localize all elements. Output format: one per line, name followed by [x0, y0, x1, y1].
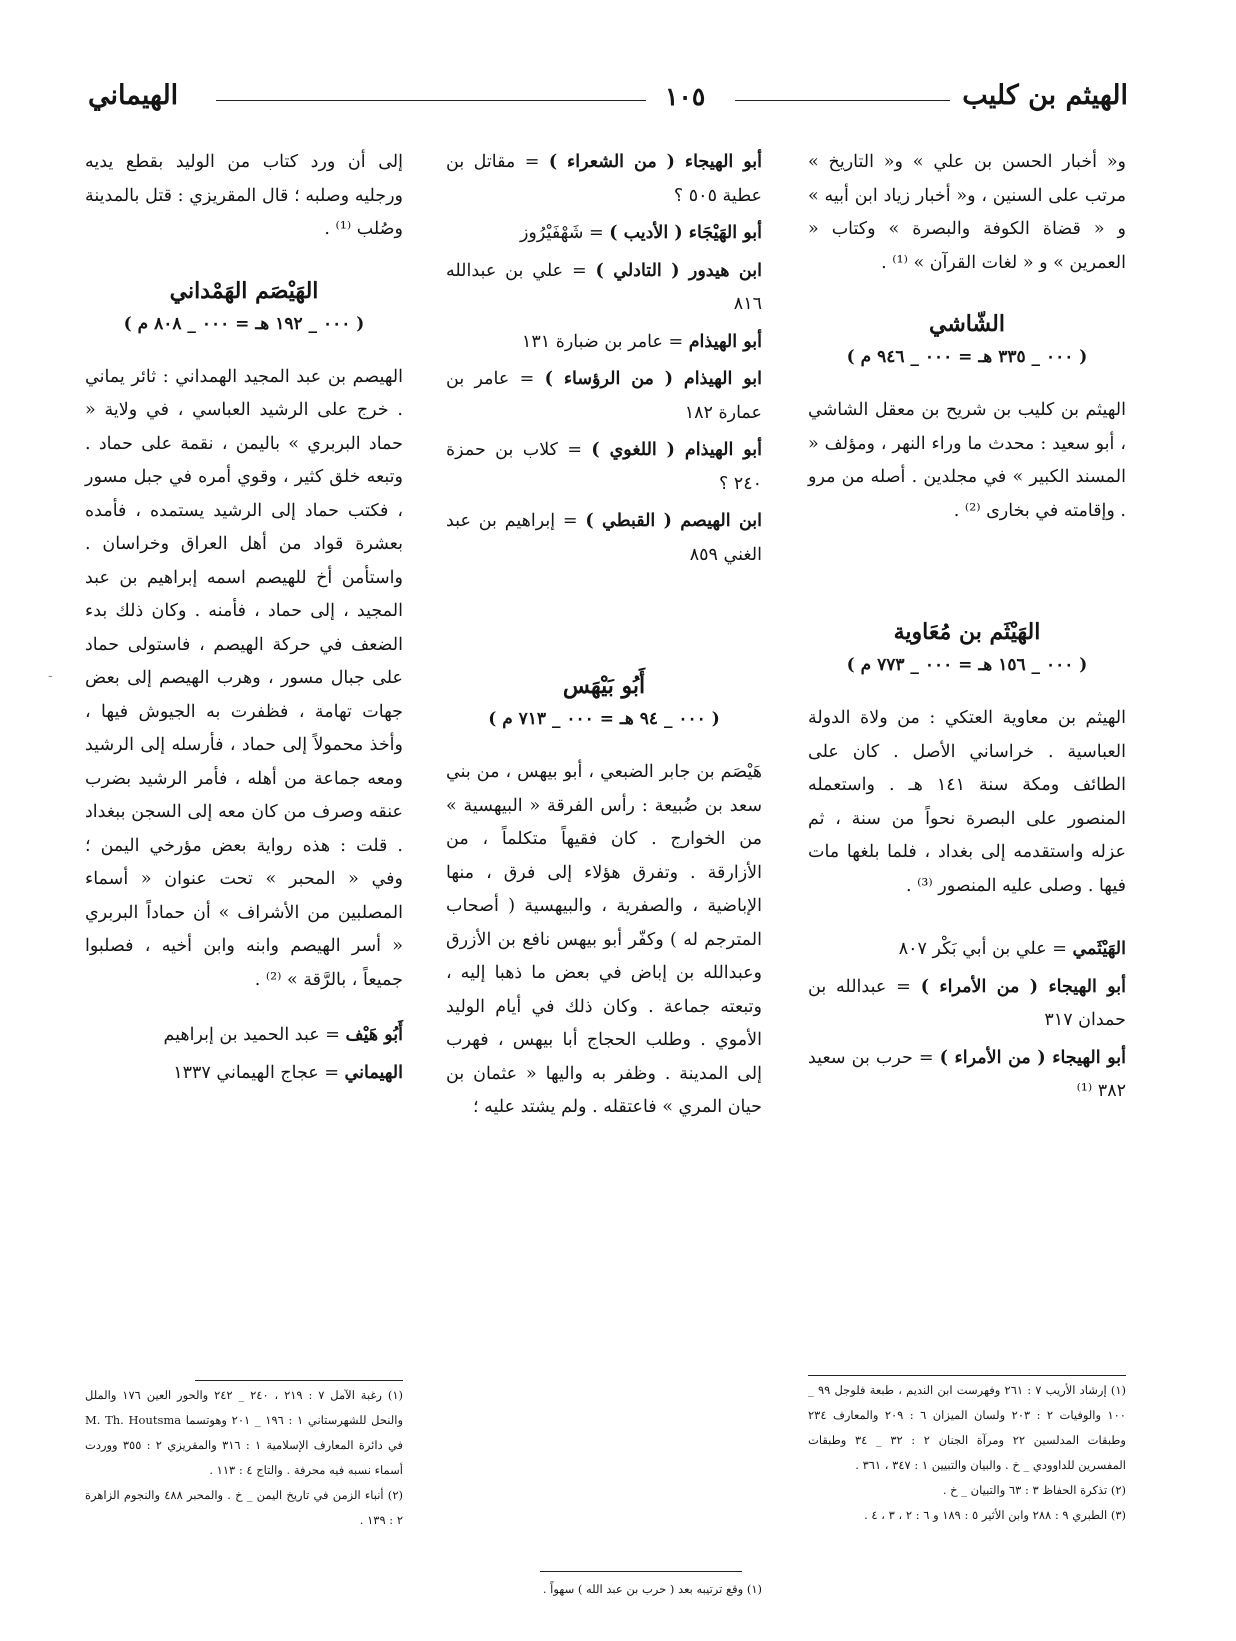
header-rule-right	[735, 100, 950, 101]
entry-title: أَبُو بَيْهَس	[562, 673, 646, 699]
header-rule-left	[216, 100, 646, 101]
footnote-rule-left	[195, 1380, 403, 1381]
cross-reference	[446, 217, 762, 251]
cross-reference	[85, 1057, 403, 1091]
cross-reference	[446, 255, 762, 322]
header-right-title: الهيثم بن كليب	[962, 80, 1128, 111]
xref-head: أبو الهيجاء ( من الشعراء )	[548, 152, 762, 172]
xref-target: = عامر بن ضبارة ١٣١	[521, 331, 689, 352]
margin-mark: -	[48, 668, 53, 684]
xref-head: أبو الهيجاء ( من الأمراء )	[920, 976, 1127, 997]
cross-reference	[446, 505, 762, 572]
cross-reference	[85, 1019, 403, 1053]
xref-target: = مقاتل بن عطية ٥٠٥ ؟	[446, 152, 762, 206]
xref-head: ابن هيدور ( التادلي )	[595, 260, 762, 281]
cross-reference	[446, 363, 762, 430]
xref-target: = كلاب بن حمزة ٢٤٠ ؟	[446, 440, 762, 494]
entry-dates: ( ٠٠٠ _ ٣٣٥ هـ = ٠٠٠ _ ٩٤٦ م )	[846, 347, 1088, 367]
column-middle	[446, 146, 762, 1125]
xref-head: أبو الهَيْجَاء ( الأديب )	[609, 223, 762, 243]
xref-target: = حرب بن سعيد ٣٨٢ ⁽¹⁾	[808, 1047, 1126, 1101]
footnote: (١) وقع ترتيبه بعد ( حرب بن عبد الله ) سهواً .	[542, 1582, 762, 1596]
xref-target: = عامر بن عمارة ١٨٢	[446, 369, 762, 423]
page-number: ١٠٥	[665, 82, 706, 111]
column-left	[85, 146, 403, 1094]
column-right	[808, 146, 1126, 1113]
entry-title: الهَيْثَم بن مُعَاوية	[893, 619, 1041, 645]
xref-target: = عجاج الهيماني ١٣٣٧	[173, 1062, 345, 1083]
cross-reference	[446, 146, 762, 213]
xref-head: ابو الهيذام ( من الرؤساء )	[544, 369, 762, 389]
xref-head: الهَيْثَمي	[1072, 939, 1126, 959]
cross-reference	[446, 434, 762, 501]
entry-dates: ( ٠٠٠ _ ٩٤ هـ = ٠٠٠ _ ٧١٣ م )	[488, 709, 720, 729]
xref-target: = إبراهيم بن عبد الغني ٨٥٩	[446, 511, 762, 565]
header-left-title: الهيماني	[88, 80, 179, 111]
footnote: (١) إرشاد الأريب ٧ : ٢٦١ وفهرست ابن النديم ، طبعة فلوجل ٩٩ _ ١٠٠ والوفيات ٢ : ٢٠٣ ولسان الميزان ٦ : ٢٠٩ والمعارف ٢٣٤ وطبقات المدلسين ٢٢ ومرآة الجنان ٢ : ٣٢ _ ٣٤ وطبقات المفسرين للداوودي _ خ . والبيان والتبيين ١ : ٣٤٧ ، ٣٦١ .	[808, 1383, 1127, 1472]
xref-target: = عبدالله بن حمدان ٣١٧	[808, 976, 1126, 1030]
entry-dates: ( ٠٠٠ _ ١٩٢ هـ = ٠٠٠ _ ٨٠٨ م )	[123, 313, 365, 334]
footnote-rule-middle	[540, 1571, 742, 1572]
footnotes-middle	[446, 1577, 762, 1602]
entry-body: هَيْصَم بن جابر الضبعي ، أبو بيهس ، من بني سعد بن ضُبيعة : رأس الفرقة « البيهسية » من الخوارج . كان فقيهاً متكلماً ، من الأزارقة . وتفرق هؤلاء إلى فرق ، منها الإباضية ، والصفرية ، والبيهسية ( أصحاب المترجم له ) وكفّر أبو بيهس نافع بن الأزرق وعبدالله بن إباض في بعض ما ذهبا إليه ، وتبعته جماعة . وكان ذلك في أيام الوليد الأموي . وطلب الحجاج أبا بيهس ، فهرب إلى المدينة . وظفر به واليها « عثمان بن حيان المري » فاعتقله . ولم يشتد عليه ؛	[446, 762, 762, 1117]
entry-body: الهيصم بن عبد المجيد الهمداني : ثائر يماني . خرج على الرشيد العباسي ، في ولاية « حماد البربري » باليمن ، نقمة على حماد . وتبعه خلق كثير ، وقوي أمره في جبل مسور ، فكتب حماد إلى الرشيد يستمده ، فأمده بعشرة قواد من أهل العراق وخراسان . واستأمن أخ للهيصم اسمه إبراهيم بن عبد المجيد ، إلى حماد ، فأمنه . وكان ذلك بدء الضعف في حركة الهيصم ، فاستولى حماد على جبال مسور ، وهرب الهيصم إلى بعض جهات تهامة ، فظفرت به الجيوش فيها ، وأخذ محمولاً إلى حماد ، فأرسله إلى الرشيد ومعه جماعة من أهله ، فأمر الرشيد بضرب عنقه وصرف من كان معه إلى السجن ببغداد . قلت : هذه رواية بعض مؤرخي اليمن ؛ وفي « المحبر » تحت عنوان « أسماء المصلبين من الأشراف » أن حماداً البربري « أسر الهيصم وابنه وابن أخيه ، فصلبوا جميعاً ، بالرَّقة » ⁽²⁾ .	[85, 366, 403, 990]
footnote: (٢) تذكرة الحفاظ ٣ : ٦٣ والتبيان _ خ .	[942, 1483, 1126, 1497]
footnote: (٢) أنباء الزمن في تاريخ اليمن _ خ . والمحبر ٤٨٨ والنجوم الزاهرة ٢ : ١٣٩ .	[85, 1488, 403, 1527]
footnotes-right	[808, 1378, 1126, 1528]
xref-target: = عبد الحميد بن إبراهيم	[163, 1025, 346, 1045]
footnote: (٣) الطبري ٩ : ٢٨٨ وابن الأثير ٥ : ١٨٩ و ٦ : ٢ ، ٣ ، ٤ .	[864, 1508, 1126, 1522]
running-header	[88, 78, 1128, 122]
entry-title: الشّاشي	[929, 311, 1005, 337]
xref-head: أَبُو هَيْف	[345, 1025, 403, 1045]
continued-text: و« أخبار الحسن بن علي » و« التاريخ » مرتب على السنين ، و« أخبار زياد ابن أبيه » و « قضاة الكوفة والبصرة » وكتاب « العمرين » و « لغات القرآن » ⁽¹⁾ .	[808, 152, 1126, 273]
xref-head: ابن الهيصم ( القبطي )	[585, 511, 762, 531]
entry-body: الهيثم بن كليب بن شريح بن معقل الشاشي ، أبو سعيد : محدث ما وراء النهر ، ومؤلف « المسند الكبير » في مجلدين . أصله من مرو . وإقامته في بخارى ⁽²⁾ .	[808, 400, 1126, 521]
xref-target: = علي بن أبي بَكْر ٨٠٧	[898, 939, 1073, 959]
xref-target: = علي بن عبدالله ٨١٦	[446, 260, 762, 314]
xref-head: أبو الهيجاء ( من الأمراء )	[939, 1047, 1126, 1068]
entry-body: الهيثم بن معاوية العتكي : من ولاة الدولة العباسية . خراساني الأصل . كان على الطائف ومكة سنة ١٤١ هـ . واستعمله المنصور على البصرة نحواً من سنة ، ثم عزله واستقدمه إلى بغداد ، فلما بلغها مات فيها . وصلى عليه المنصور ⁽³⁾ .	[808, 708, 1126, 896]
cross-reference	[808, 971, 1126, 1038]
xref-head: الهيماني	[344, 1062, 403, 1083]
entry-title: الهَيْصَم الهَمْداني	[169, 277, 319, 304]
footnote: (١) رغبة الآمل ٧ : ٢١٩ ، ٢٤٠ _ ٢٤٢ والحور العين ١٧٦ والملل والنحل للشهرستاني ١ : ١٩٦ _ ٢٠١ وهوتسما M. Th. Houtsma في دائرة المعارف الإسلامية ١ : ٣١٦ والمقريزي ٢ : ٣٥٥ ووردت أسماء نسبه فيه محرفة . والتاج ٤ : ١١٣ .	[85, 1388, 404, 1477]
entry-dates: ( ٠٠٠ _ ١٥٦ هـ = ٠٠٠ _ ٧٧٣ م )	[846, 655, 1088, 675]
continued-text: إلى أن ورد كتاب من الوليد بقطع يديه ورجليه وصلبه ؛ قال المقريزي : قتل بالمدينة وصُلب ⁽¹⁾ .	[85, 152, 403, 239]
xref-head: أبو الهيذام ( اللغوي )	[591, 440, 762, 460]
cross-reference	[808, 1042, 1126, 1109]
footnote-rule-right	[808, 1375, 1126, 1376]
xref-head: أبو الهيذام	[688, 331, 762, 352]
footnotes-left	[85, 1383, 403, 1533]
cross-reference	[446, 326, 762, 360]
cross-reference	[808, 933, 1126, 967]
xref-target: = شَهْفَيْرُوز	[519, 223, 610, 243]
